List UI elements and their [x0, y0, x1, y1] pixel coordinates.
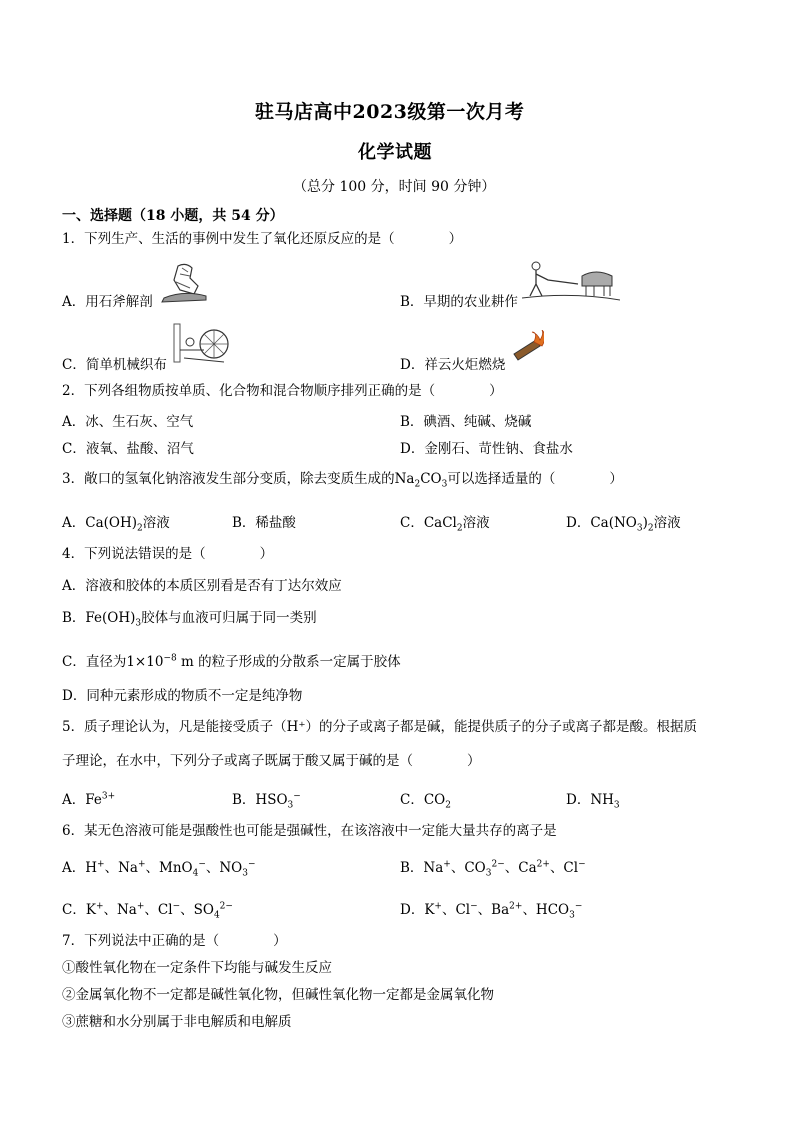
- q2-option-d: D．金刚石、苛性钠、食盐水: [400, 441, 573, 457]
- stone-axe-illustration: [160, 260, 210, 305]
- q6-stem: 6．某无色溶液可能是强酸性也可能是强碱性，在该溶液中一定能大量共存的离子是: [62, 823, 557, 839]
- exam-info: （总分 100 分，时间 90 分钟）: [293, 179, 496, 195]
- q2-option-b: B．碘酒、纯碱、烧碱: [400, 414, 532, 430]
- q4-option-d: D．同种元素形成的物质不一定是纯净物: [62, 688, 303, 704]
- q1-option-a: A．用石斧解剖: [62, 294, 153, 310]
- q1-option-c: C．简单机械织布: [62, 357, 167, 373]
- section-heading: 一、选择题（18 小题，共 54 分）: [62, 208, 284, 224]
- exam-title: 驻马店高中2023级第一次月考: [255, 101, 525, 123]
- q4-option-b: B．$Fe(OH)_3$胶体与血液可归属于同一类别: [62, 610, 317, 629]
- q1-option-b: B．早期的农业耕作: [400, 294, 518, 310]
- q6-option-a: A．H+、Na+、MnO$_4$−、$NO_3^-$: [62, 859, 256, 879]
- q7-statement-3: ③蔗糖和水分别属于非电解质和电解质: [62, 1014, 292, 1030]
- plowing-illustration: [522, 258, 620, 302]
- q2-option-c: C．液氧、盐酸、沼气: [62, 441, 194, 457]
- q7-statement-1: ①酸性氧化物在一定条件下均能与碱发生反应: [62, 960, 332, 976]
- q3-option-b: B．稀盐酸: [232, 515, 296, 531]
- q4-option-c: C．直径为$1\times 10^{-8}$ m 的粒子形成的分散系一定属于胶体: [62, 653, 401, 670]
- q5-option-c: C．$CO_2$: [400, 792, 451, 811]
- q5-stem-line2: 子理论，在水中，下列分子或离子既属于酸又属于碱的是（ ）: [62, 753, 481, 769]
- subject-title: 化学试题: [358, 142, 432, 163]
- q7-stem: 7．下列说法中正确的是（ ）: [62, 933, 287, 949]
- q5-stem-line1: 5．质子理论认为，凡是能接受质子（H⁺）的分子或离子都是碱，能提供质子的分子或离子都是酸。根据质: [62, 719, 697, 735]
- q3-stem: 3．敞口的氢氧化钠溶液发生部分变质，除去变质生成的$Na_2CO_3$可以选择适量的（ ）: [62, 471, 623, 490]
- q6-option-c: C．K+、Na+、Cl−、$SO_4^{2-}$: [62, 901, 233, 921]
- q5-option-d: D．$NH_3$: [566, 792, 620, 811]
- q4-option-a: A．溶液和胶体的本质区别看是否有丁达尔效应: [62, 578, 342, 594]
- q3-option-a: A．$Ca(OH)_2$溶液: [62, 515, 170, 534]
- torch-illustration: [508, 330, 544, 366]
- q7-statement-2: ②金属氧化物不一定都是碱性氧化物，但碱性氧化物一定都是金属氧化物: [62, 987, 494, 1003]
- q5-option-a: A．$Fe^{3+}$: [62, 791, 116, 808]
- q3-option-c: C．CaCl$_2$溶液: [400, 515, 490, 534]
- q3-option-d: D．$Ca(NO_3)_2$溶液: [566, 515, 681, 534]
- q5-option-b: B．$HSO_3^-$: [232, 791, 301, 811]
- q6-option-d: D．K+、Cl−、$Ba^{2+}$、$HCO_3^-$: [400, 901, 583, 921]
- q6-option-b: B．Na+、$CO_3^{2-}$、$Ca^{2+}$、Cl−: [400, 859, 586, 879]
- q2-option-a: A．冰、生石灰、空气: [62, 414, 194, 430]
- loom-illustration: [170, 320, 234, 366]
- q1-option-d: D．祥云火炬燃烧: [400, 357, 506, 373]
- q4-stem: 4．下列说法错误的是（ ）: [62, 546, 274, 562]
- q2-stem: 2．下列各组物质按单质、化合物和混合物顺序排列正确的是（ ）: [62, 383, 503, 399]
- q1-stem: 1．下列生产、生活的事例中发生了氧化还原反应的是（ ）: [62, 231, 463, 247]
